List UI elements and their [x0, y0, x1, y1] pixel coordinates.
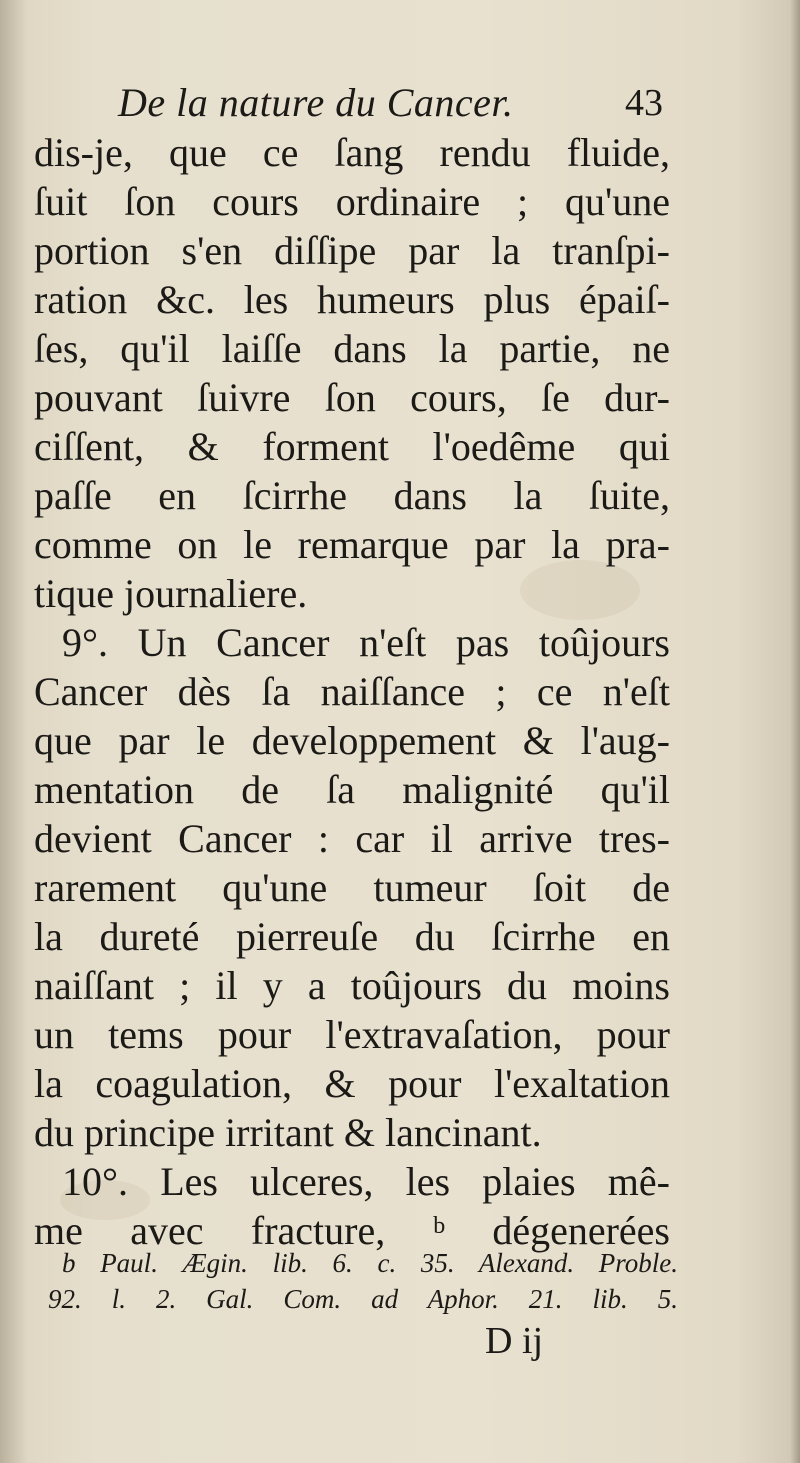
page-spine-shadow: [0, 0, 28, 1463]
text-line: que par le developpement & l'aug-: [34, 718, 670, 763]
text-line: mentation de ſa malignité qu'il: [34, 767, 670, 812]
text-line: ſuit ſon cours ordinaire ; qu'une: [34, 179, 670, 224]
text-line: du principe irritant & lancinant.: [34, 1110, 542, 1155]
text-line: me avec fracture, ᵇ dégenerées: [34, 1208, 670, 1253]
text-line: la dureté pierreuſe du ſcirrhe en: [34, 914, 670, 959]
text-line: ration &c. les humeurs plus épaiſ-: [34, 277, 670, 322]
footnote-line: b Paul. Ægin. lib. 6. c. 35. Alexand. Proble.: [62, 1248, 678, 1278]
page-header: [118, 78, 663, 128]
text-line: 10°. Les ulceres, les plaies mê-: [62, 1159, 670, 1204]
body-text: [34, 128, 670, 1255]
text-line: 9°. Un Cancer n'eſt pas toûjours: [62, 620, 670, 665]
text-line: un tems pour l'extravaſation, pour: [34, 1012, 670, 1057]
text-line: portion s'en diſſipe par la tranſpi-: [34, 228, 670, 273]
text-line: ciſſent, & forment l'oedême qui: [34, 424, 670, 469]
text-line: comme on le remarque par la pra-: [34, 522, 670, 567]
text-line: pouvant ſuivre ſon cours, ſe dur-: [34, 375, 670, 420]
page-edge-shadow: [790, 0, 800, 1463]
text-line: devient Cancer : car il arrive tres-: [34, 816, 670, 861]
text-line: tique journaliere.: [34, 571, 308, 616]
footnote-line: 92. l. 2. Gal. Com. ad Aphor. 21. lib. 5.: [48, 1284, 678, 1314]
text-line: Cancer dès ſa naiſſance ; ce n'eſt: [34, 669, 670, 714]
page-number: 43: [625, 82, 663, 124]
text-line: la coagulation, & pour l'exaltation: [34, 1061, 670, 1106]
signature-mark: D ij: [485, 1320, 544, 1362]
footnotes: [48, 1245, 678, 1317]
text-line: ſes, qu'il laiſſe dans la partie, ne: [34, 326, 670, 371]
text-line: paſſe en ſcirrhe dans la ſuite,: [34, 473, 670, 518]
text-line: rarement qu'une tumeur ſoit de: [34, 865, 670, 910]
running-title: De la nature du Cancer.: [118, 80, 514, 125]
text-line: dis-je, que ce ſang rendu fluide,: [34, 130, 670, 175]
text-line: naiſſant ; il y a toûjours du moins: [34, 963, 670, 1008]
